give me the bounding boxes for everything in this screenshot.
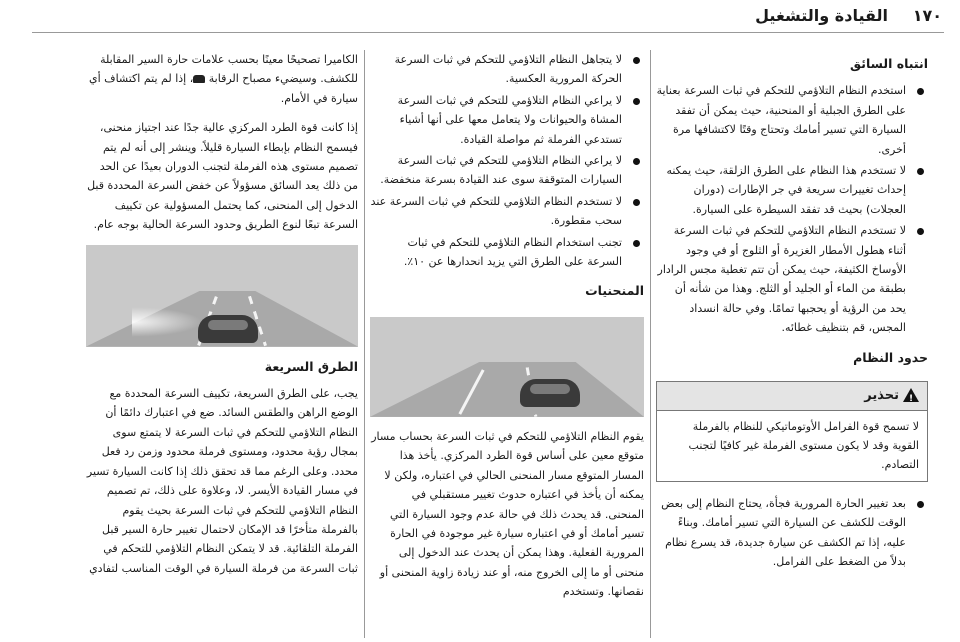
system-limits-list — [656, 494, 928, 572]
car-indicator-icon — [193, 75, 205, 83]
list-item: لا يتجاهل النظام التلاؤمي للتحكم في ثبات السرعة الحركة المرورية العكسية. — [370, 50, 644, 89]
header-rule — [32, 32, 944, 33]
camera-paragraph: الكاميرا تصحيحًا معينًا بحسب علامات حارة السير المقابلة للكشف. وسيضيء مصباح الرقابة ، إذا لم يتم اكتشاف أي سيارة في الأمام. — [89, 53, 358, 105]
list-item: استخدم النظام التلاؤمي للتحكم في ثبات السرعة بعناية على الطرق الجبلية أو المنحنية، حيث يمكن أن تفقد السيارة التي تسير أمامك وتحتاج وقتًا لاكتشافها مرة أخرى. — [656, 81, 928, 159]
centrifugal-paragraph: إذا كانت قوة الطرد المركزي عالية جدًا عند اجتياز منحنى، فيسمح النظام بإبطاء السيارة قليلاً. وينشر إلى أنه لم يتم تصميم مستوى هذه الفرملة لتجنب الدوران بعيدًا عن الحد من ذلك يعد السائق مسؤولاً عن خفض السرعة المحددة قبل الدخول إلى المنحنى، كما يحتمل المسؤولية عن تكييف السرعة تبعًا لنوع الطريق وحدود السرعة الحالية بوجه عام. — [87, 121, 358, 232]
curve-road-illustration — [370, 317, 644, 417]
section-heading-curves: المنحنيات — [585, 283, 644, 299]
section-heading-highways: الطرق السريعة — [264, 358, 358, 374]
warning-box — [656, 381, 928, 482]
highways-paragraph: يجب، على الطرق السريعة، تكييف السرعة المحددة مع الوضع الراهن والطقس السائد. ضع في اعتبارك دائمًا أن النظام التلاؤمي للتحكم في ثبات السرعة لا يتمتع سوى بمجال رؤية محدود، ومستوى فرملة محدود وزمن رد فعل محدد. وعلى الرغم مما قد تحقق ذلك إذا كانت السيارة تسير في مسار القيادة الأيسر. لا، وعلاوة على ذلك، تم تصميم النظام التلاؤمي للتحكم في ثبات السرعة بحيث يقوم بالفرملة متأخرًا قد الإمكان لاحتمال تغيير حارة السير قبل الفرملة التلقائية. قد لا يتمكن النظام التلاؤمي للتحكم في ثبات السرعة من فرملة السيارة في الوقت المناسب لتفادي — [86, 387, 358, 575]
column-divider — [364, 50, 365, 638]
car-shape — [198, 315, 258, 343]
section-heading-system-limits: حدود النظام — [853, 349, 928, 365]
warning-title: تحذير — [864, 388, 899, 404]
list-item: تجنب استخدام النظام التلاؤمي للتحكم في ثبات السرعة على الطرق التي يزيد انحدارها عن ١٠٪. — [370, 233, 644, 272]
warning-header — [657, 382, 927, 410]
page-title: القيادة والتشغيل — [755, 6, 888, 25]
list-item: لا تستخدم النظام التلاؤمي للتحكم في ثبات السرعة عند سحب مقطورة. — [370, 192, 644, 231]
car-shape — [520, 379, 580, 407]
list-item: لا تستخدم هذا النظام على الطرق الزلقة، حيث يمكنه إحداث تغييرات سريعة في جر الإطارات (دوران العجلات) بحيث قد تفقد السيطرة على السيارة. — [656, 161, 928, 219]
right-column — [656, 50, 928, 573]
list-item: بعد تغيير الحارة المرورية فجأة، يحتاج النظام إلى بعض الوقت للكشف عن السيارة التي تسير أمامك. وبناءً عليه، إذا تم الكشف عن سيارة جديدة، قد يسرع نظام بدلاً من الضغط على الفرامل. — [656, 494, 928, 572]
highway-illustration — [86, 245, 358, 347]
list-item: لا يراعي النظام التلاؤمي للتحكم في ثبات السرعة السيارات المتوقفة سوى عند القيادة بسرعة منخفضة. — [370, 151, 644, 190]
page-header — [0, 0, 960, 34]
list-item: لا يراعي النظام التلاؤمي للتحكم في ثبات السرعة المشاة والحيوانات ولا يتعامل معها على أنها أشياء تستدعي الفرملة ثم مواصلة القيادة. — [370, 91, 644, 149]
section-heading-driver-attention: انتباه السائق — [850, 56, 928, 71]
list-item: لا تستخدم النظام التلاؤمي للتحكم في ثبات السرعة أثناء هطول الأمطار الغزيرة أو الثلوج أو في وجود الأوساخ الكثيفة، حيث يمكن أن تتم تغطية مجس الرادار بطبقة من الماء أو الجليد أو الثلج. وهذا من شأنه أن يحد من الرؤية أو يحجبها تمامًا. وفي حالة انسداد المجس، قم بتنظيف غطائه. — [656, 221, 928, 337]
road-surface — [370, 362, 644, 417]
curves-paragraph: يقوم النظام التلاؤمي للتحكم في ثبات السرعة بحساب مسار متوقع معين على أساس قوة الطرد المركزي. يأخذ هذا المسار المتوقع مسار المنحنى الحالي في اعتباره، ولكن لا يمكنه أن يأخذ في اعتباره حدوث تغيير مستقبلي في المنحنى. قد يحدث ذلك في حالة عدم وجود السيارة التي تسير أمامك أو في اعتباره سيارة غير موجودة في الحارة المرورية الفعلية. وهذا يمكن أن يحدث عند الدخول إلى منحنى أو ما إلى الخروج منه، أو عند زيادة زاوية المنحنى أو نقصانها. وتستخدم — [371, 429, 644, 599]
warning-triangle-icon — [903, 388, 919, 402]
headlight-beam — [132, 307, 202, 337]
page-number: ١٧٠ — [912, 6, 942, 25]
middle-column — [370, 50, 644, 612]
driver-attention-list — [656, 81, 928, 337]
column-divider — [650, 50, 651, 638]
acc-limitations-list — [370, 50, 644, 271]
warning-text: لا تسمح قوة الفرامل الأوتوماتيكي للنظام بالفرملة القوية وقد لا يكون مستوى الفرملة غير كافيًا لتجنب التصادم. — [688, 419, 919, 472]
left-column — [86, 50, 358, 588]
